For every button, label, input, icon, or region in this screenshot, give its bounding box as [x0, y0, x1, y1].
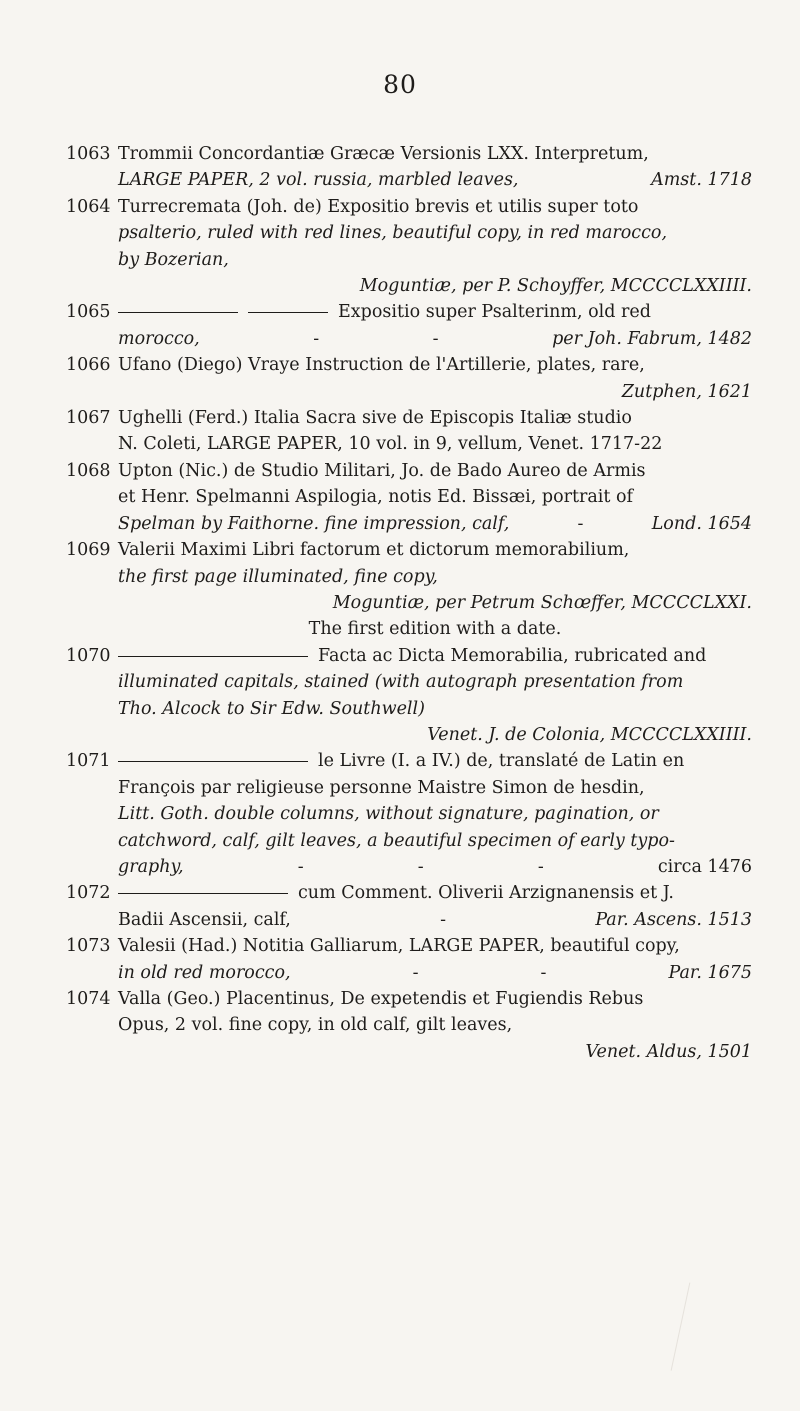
entry-1068	[66, 458, 752, 537]
entry-1064	[66, 194, 752, 300]
entry-1070	[66, 643, 752, 749]
entry-imprint: Amst. 1718	[651, 170, 752, 191]
entry-imprint: Par. 1675	[668, 962, 752, 983]
entry-1071	[66, 748, 752, 880]
entry-line: psalterio, ruled with red lines, beautiful copy, in red marocco,	[118, 223, 668, 244]
entry-line: Opus, 2 vol. fine copy, in old calf, gilt leaves,	[118, 1015, 513, 1036]
entry-line: catchword, calf, gilt leaves, a beautiful specimen of early typo-	[118, 830, 675, 851]
ditto-rule	[118, 312, 238, 313]
entry-1074	[66, 986, 752, 1065]
entry-line: Ufano (Diego) Vraye Instruction de l'Artillerie, plates, rare,	[118, 355, 645, 376]
entry-line: Ughelli (Ferd.) Italia Sacra sive de Episcopis Italiæ studio	[118, 408, 632, 429]
ditto-rule	[248, 312, 328, 313]
ditto-rule	[118, 893, 288, 894]
entry-line: in old red morocco,	[118, 962, 291, 983]
entry-imprint: Venet. J. de Colonia, MCCCCLXXIIII.	[427, 724, 752, 745]
separator-dash: -	[432, 328, 439, 349]
entry-line: Trommii Concordantiæ Græcæ Versionis LXX. Interpretum,	[118, 144, 649, 164]
entry-number: 1067	[66, 408, 111, 429]
entry-line: Valesii (Had.) Notitia Galliarum, LARGE PAPER, beautiful copy,	[118, 936, 680, 957]
ditto-rule	[118, 656, 308, 657]
entry-line: graphy,	[118, 856, 184, 877]
entry-line: N. Coleti, LARGE PAPER, 10 vol. in 9, vellum, Venet. 1717-22	[118, 434, 663, 455]
ditto-rule	[118, 761, 308, 762]
entry-line: by Bozerian,	[118, 249, 229, 270]
entry-imprint: Moguntiæ, per Petrum Schœffer, MCCCCLXXI.	[332, 592, 752, 613]
entry-1072	[66, 880, 752, 933]
entry-line: morocco,	[118, 328, 200, 349]
page-number: 80	[383, 70, 417, 99]
entry-imprint: Par. Ascens. 1513	[595, 909, 752, 930]
entry-number: 1068	[66, 460, 111, 481]
paper-mark	[671, 1283, 779, 1390]
entry-line: Facta ac Dicta Memorabilia, rubricated and	[318, 645, 707, 666]
entry-1067	[66, 405, 752, 458]
separator-dash: -	[537, 856, 544, 877]
separator-dash: -	[577, 513, 584, 534]
entry-number: 1072	[66, 883, 111, 904]
entry-1073	[66, 933, 752, 986]
entry-imprint: Venet. Aldus, 1501	[585, 1041, 752, 1062]
entry-imprint: Moguntiæ, per P. Schoyffer, MCCCCLXXIIII.	[359, 276, 752, 297]
entry-imprint: Zutphen, 1621	[621, 381, 752, 402]
entry-imprint: circa 1476	[657, 856, 752, 877]
entry-line: the first page illuminated, fine copy,	[118, 566, 438, 587]
entry-line: François par religieuse personne Maistre Simon de hesdin,	[118, 777, 645, 798]
separator-dash: -	[313, 328, 320, 349]
entry-1069	[66, 537, 752, 643]
entry-line: Badii Ascensii, calf,	[118, 909, 291, 930]
entry-line: illuminated capitals, stained (with autograph presentation from	[118, 672, 684, 693]
entry-1065	[66, 299, 752, 352]
entry-number: 1066	[66, 355, 111, 376]
entry-number: 1063	[66, 144, 111, 164]
separator-dash: -	[440, 909, 447, 930]
entry-number: 1073	[66, 936, 111, 957]
entry-line: cum Comment. Oliverii Arzignanensis et J.	[298, 883, 674, 904]
entry-line: et Henr. Spelmanni Aspilogia, notis Ed. Bissæi, portrait of	[118, 487, 634, 508]
entry-number: 1070	[66, 645, 111, 666]
entry-imprint: Lond. 1654	[651, 513, 752, 534]
separator-dash: -	[540, 962, 547, 983]
entry-1066	[66, 352, 752, 405]
entry-number: 1074	[66, 989, 111, 1009]
entry-line: Upton (Nic.) de Studio Militari, Jo. de Bado Aureo de Armis	[118, 460, 646, 481]
entry-line: Spelman by Faithorne. fine impression, calf,	[118, 513, 510, 534]
separator-dash: -	[297, 856, 304, 877]
entry-1063	[66, 141, 752, 194]
separator-dash: -	[417, 856, 424, 877]
entry-line: le Livre (I. a IV.) de, translaté de Latin en	[318, 751, 685, 772]
entry-list	[66, 141, 752, 1065]
entry-number: 1064	[66, 196, 111, 217]
entry-number: 1069	[66, 540, 111, 561]
entry-line: Litt. Goth. double columns, without signature, pagination, or	[118, 804, 659, 825]
entry-number: 1071	[66, 751, 111, 772]
entry-number: 1065	[66, 302, 111, 323]
entry-note: The first edition with a date.	[308, 619, 562, 640]
entry-imprint: per Joh. Fabrum, 1482	[552, 328, 752, 349]
entry-line: Tho. Alcock to Sir Edw. Southwell)	[118, 698, 425, 719]
entry-line: Expositio super Psalterinm, old red	[338, 302, 651, 323]
entry-line: Valerii Maximi Libri factorum et dictorum memorabilium,	[118, 540, 630, 561]
entry-line: LARGE PAPER, 2 vol. russia, marbled leaves,	[118, 170, 519, 191]
separator-dash: -	[412, 962, 419, 983]
entry-line: Turrecremata (Joh. de) Expositio brevis et utilis super toto	[118, 196, 639, 217]
entry-line: Valla (Geo.) Placentinus, De expetendis et Fugiendis Rebus	[118, 989, 644, 1009]
